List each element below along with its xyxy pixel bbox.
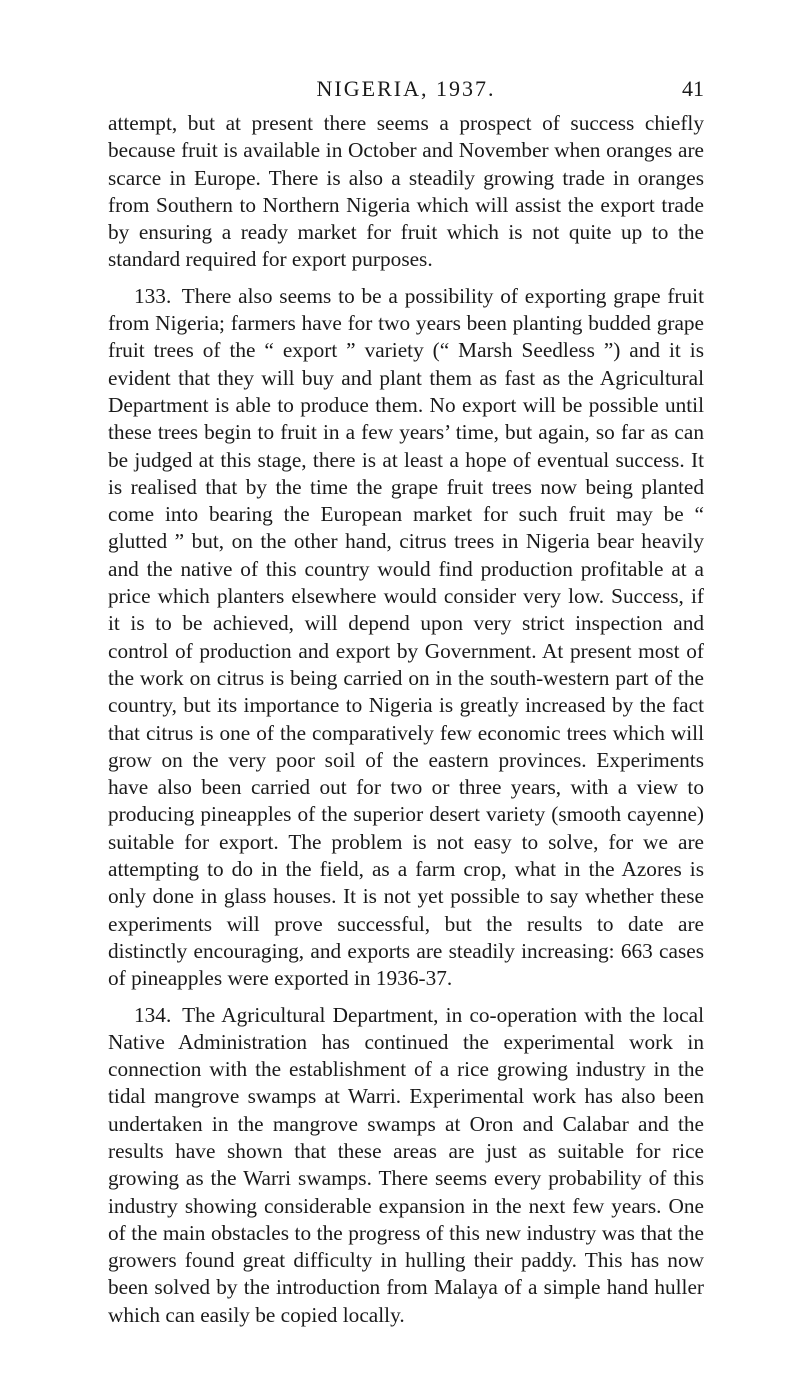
paragraph-134 <box>108 1002 704 1330</box>
paragraph-133 <box>108 283 704 993</box>
paragraph-text: There also seems to be a possibility of exporting grape fruit from Nigeria; farmers have for two years been planting budded grape fruit trees of the “ export ” variety (“ Marsh Seedless ”) and it is evident that they will buy and plant them as fast as the Agricultural Department is able to produce them. No export will be possible until these trees begin to fruit in a few years’ time, but again, so far as can be judged at this stage, there is at least a hope of eventual success. It is realised that by the time the grape fruit trees now being planted come into bearing the European market for such fruit may be “ glutted ” but, on the other hand, citrus trees in Nigeria bear heavily and the native of this country would find production profitable at a price which planters elsewhere would consider very low. Success, if it is to be achieved, will depend upon very strict inspection and control of production and export by Government. At present most of the work on citrus is being carried on in the south-western part of the country, but its importance to Nigeria is greatly increased by the fact that citrus is one of the comparatively few economic trees which will grow on the very poor soil of the eastern provinces. Experiments have also been carried out for two or three years, with a view to producing pineapples of the superior desert variety (smooth cayenne) suitable for export. The problem is not easy to solve, for we are attempting to do in the field, as a farm crop, what in the Azores is only done in glass houses. It is not yet possible to say whether these experiments will prove successful, but the results to date are distinctly encouraging, and exports are steadily increasing: 663 cases of pineapples were exported in 1936-37. <box>108 283 704 991</box>
page-number: 41 <box>682 76 704 101</box>
body-text <box>108 110 704 1338</box>
paragraph-text: The Agricultural Department, in co-operation with the local Native Administration has continued the experimental work in connection with the establishment of a rice growing industry in the tidal mangrove swamps at Warri. Experimental work has also been undertaken in the mangrove swamps at Oron and Calabar and the results have shown that these areas are just as suitable for rice growing as the Warri swamps. There seems every probability of this industry showing considerable expansion in the next few years. One of the main obstacles to the progress of this new industry was that the growers found great difficulty in hulling their paddy. This has now been solved by the introduction from Malaya of a simple hand huller which can easily be copied locally. <box>108 1002 704 1327</box>
paragraph-text: attempt, but at present there seems a prospect of success chiefly because fruit is available in October and November when oranges are scarce in Europe. There is also a steadily growing trade in oranges from Southern to Northern Nigeria which will assist the export trade by ensuring a ready market for fruit which is not quite up to the standard required for export purposes. <box>108 111 704 272</box>
paragraph-number: 134. <box>134 1002 172 1027</box>
paragraph-continued <box>108 110 704 274</box>
paragraph-number: 133. <box>134 283 172 308</box>
header-title: NIGERIA, 1937. <box>316 76 496 101</box>
running-header <box>108 76 704 106</box>
